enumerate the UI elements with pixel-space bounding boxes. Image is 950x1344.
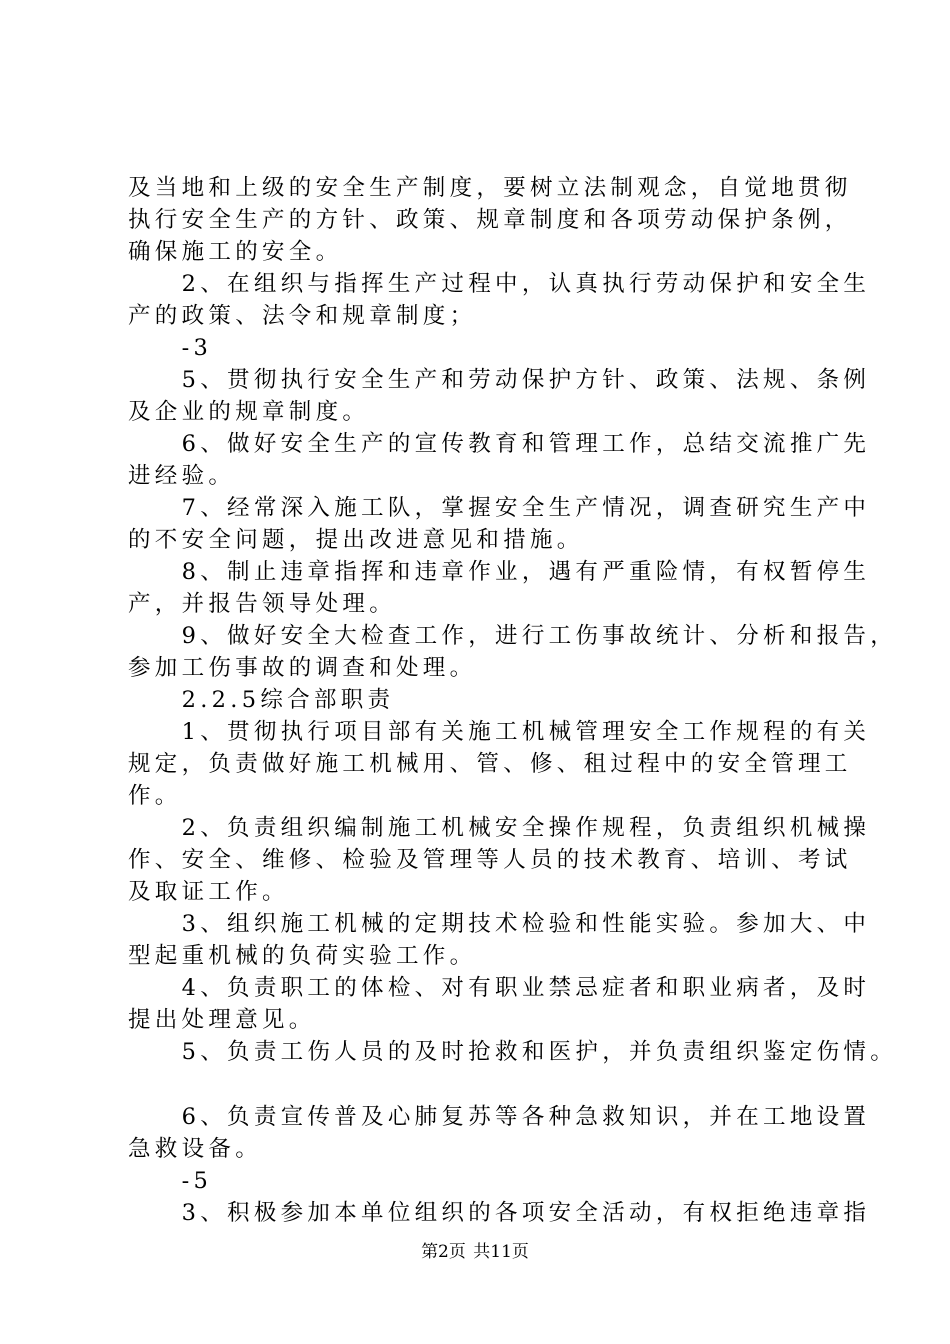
text-line: 8、制止违章指挥和违章作业，遇有严重险情，有权暂停生 <box>128 559 871 585</box>
text-line: 7、经常深入施工队，掌握安全生产情况，调查研究生产中 <box>128 495 871 521</box>
text-line: 2、负责组织编制施工机械安全操作规程，负责组织机械操 <box>128 815 871 841</box>
text-line: 4、负责职工的体检、对有职业禁忌症者和职业病者，及时 <box>128 975 871 1001</box>
text-line: 确保施工的安全。 <box>128 239 343 265</box>
text-line: 参加工伤事故的调查和处理。 <box>128 655 477 681</box>
section-heading: 2.2.5综合部职责 <box>128 687 395 713</box>
document-body <box>128 172 898 1229</box>
text-line: 及取证工作。 <box>128 879 289 905</box>
text-line: 型起重机械的负荷实验工作。 <box>128 943 477 969</box>
text-line: -3 <box>128 335 213 361</box>
text-line: 急救设备。 <box>128 1136 263 1162</box>
text-line: 及企业的规章制度。 <box>128 399 370 425</box>
page-footer <box>0 1240 950 1264</box>
page-number: 第2页 <box>421 1242 466 1262</box>
text-line: 规定，负责做好施工机械用、管、修、租过程中的安全管理工 <box>128 751 852 777</box>
text-line: 3、组织施工机械的定期技术检验和性能实验。参加大、中 <box>128 911 871 937</box>
text-line: 进经验。 <box>128 463 236 489</box>
text-line: 作。 <box>128 783 182 809</box>
text-line: 提出处理意见。 <box>128 1007 316 1033</box>
text-line: 执行安全生产的方针、政策、规章制度和各项劳动保护条例， <box>128 207 852 233</box>
text-line: 6、做好安全生产的宣传教育和管理工作，总结交流推广先 <box>128 431 871 457</box>
text-line: -5 <box>128 1168 213 1194</box>
text-line: 2、在组织与指挥生产过程中，认真执行劳动保护和安全生 <box>128 271 871 297</box>
text-line: 3、积极参加本单位组织的各项安全活动，有权拒绝违章指 <box>128 1200 871 1226</box>
text-line: 6、负责宣传普及心肺复苏等各种急救知识，并在工地设置 <box>128 1104 871 1130</box>
text-line: 作、安全、维修、检验及管理等人员的技术教育、培训、考试 <box>128 847 852 873</box>
text-line: 产，并报告领导处理。 <box>128 591 397 617</box>
text-line: 1、贯彻执行项目部有关施工机械管理安全工作规程的有关 <box>128 719 871 745</box>
text-line: 9、做好安全大检查工作，进行工伤事故统计、分析和报告， <box>128 623 898 649</box>
text-line: 5、贯彻执行安全生产和劳动保护方针、政策、法规、条例 <box>128 367 871 393</box>
text-line: 的不安全问题，提出改进意见和措施。 <box>128 527 584 553</box>
page-total: 共11页 <box>473 1242 529 1262</box>
text-line: 5、负责工伤人员的及时抢救和医护，并负责组织鉴定伤情。 <box>128 1039 898 1065</box>
blank-line <box>128 1068 843 1101</box>
text-line: 及当地和上级的安全生产制度，要树立法制观念，自觉地贯彻 <box>128 175 852 201</box>
text-line: 产的政策、法令和规章制度； <box>128 303 477 329</box>
